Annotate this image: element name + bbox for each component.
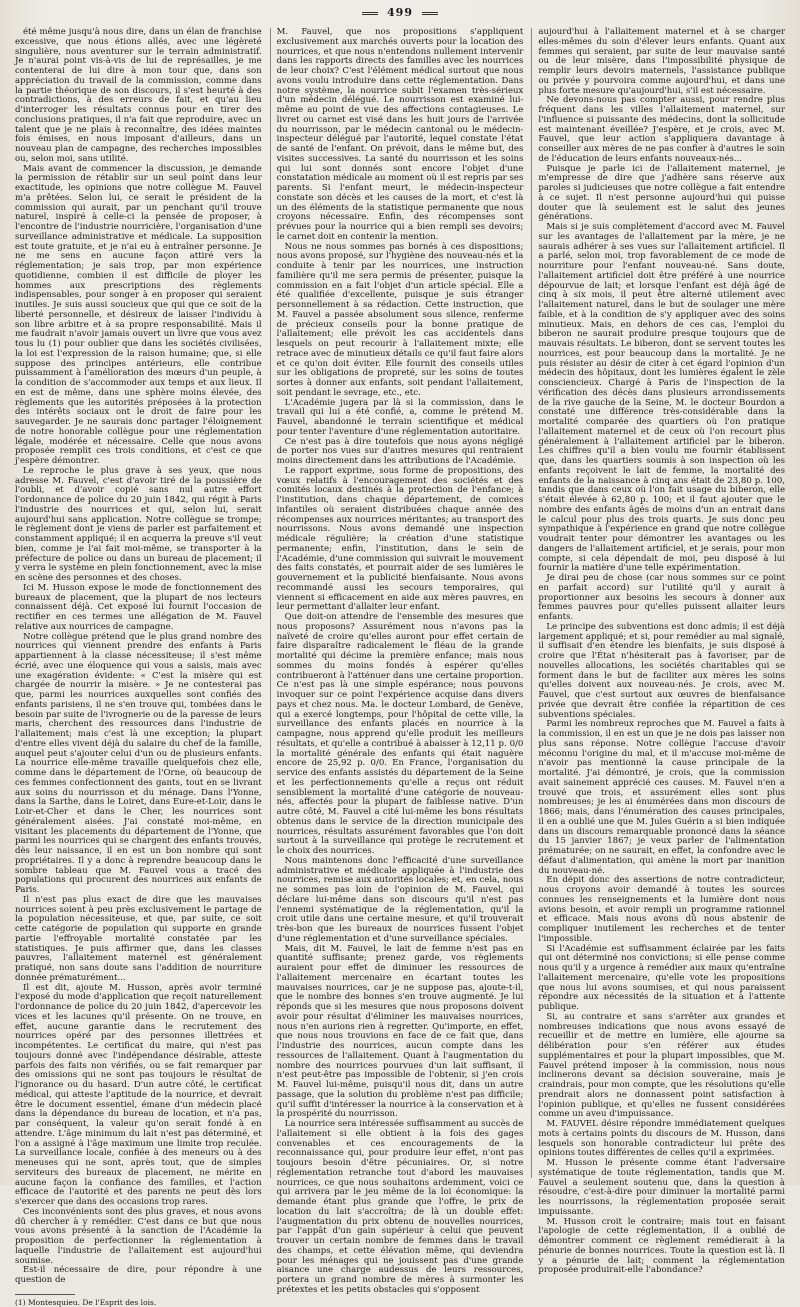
header-rule-left bbox=[362, 12, 378, 15]
paragraph: M. FAUVEL désire répondre immédiatement quelques mots à certains points du discours de M. Husson, dans lesquels son honorable contradicteur lui prête des opinions toutes différentes de celles qu'il a exprimées. bbox=[538, 1119, 786, 1159]
header-rule-right bbox=[422, 12, 438, 15]
paragraph: aujourd'hui à l'allaitement maternel et à se charger elles-mêmes du soin d'élever leurs enfants. Quant aux femmes qui seraient, par suite de leur mauvaise santé ou de leur misère, dans l'impossibilité physique de remplir leurs devoirs maternels, l'assistance publique ou privée y pourvoira comme aujourd'hui, et dans une plus forte mesure qu'aujourd'hui, s'il est nécessaire. bbox=[538, 27, 786, 96]
page-number: 499 bbox=[387, 6, 413, 19]
paragraph: Si l'Académie est suffisamment éclairée par les faits qui ont déterminé nos convictions; si elle pense comme nous qu'il y a urgence à remédier aux maux qu'entraîne l'allaitement mercenaire, qu'elle vote les propositions que nous lui avons soumises, et qui nous paraissent répondre aux nécessités de la situation et à l'attente publique. bbox=[538, 943, 786, 1012]
paragraph: Il est dit, ajoute M. Husson, après avoir terminé l'exposé du mode d'application que reçoit naturellement l'ordonnance de police du 20 juin 1842, d'apercevoir les vices et les lacunes qu'il présente. On ne trouve, en effet, aucune garantie dans le recrutement des nourrices opéré par des personnes illettrées et incompétentes. Le certificat du maire, qui n'est pas toujours donné avec l'indépendance désirable, atteste parfois des faits non vérifiés, ou se fait remarquer par des omissions qui ne sont pas toujours le résultat de l'ignorance ou du hasard. D'un autre côté, le certificat médical, qui atteste l'aptitude de la nourrice, et devrait être le document essentiel, émane d'un médecin placé dans la dépendance du bureau de location, et n'a pas, par conséquent, la valeur qu'on serait fondé à en attendre. L'âge minimum du lait n'est pas déterminé, et l'on a assigné à l'âge maximum une limite trop reculée. La surveillance locale, confiée à des meneurs ou à des meneuses qui ne sont, après tout, que de simples serviteurs des bureaux de placement, ne mérite en aucune façon la confiance des familles, et l'action efficace de l'autorité et des parents ne peut dès lors s'exercer que dans des occasions trop rares. bbox=[15, 982, 262, 1207]
paragraph: Je dirai peu de chose (car nous sommes sur ce point en parfait accord) sur l'utilité qu'il y aurait à proportionner aux besoins les secours à donner aux femmes pauvres pour qu'elles puissent allaiter leurs enfants. bbox=[538, 573, 786, 622]
column-middle bbox=[270, 27, 524, 1295]
paragraph: Nous ne nous sommes pas bornés à ces dispositions; nous avons proposé, sur l'hygiène des nouveau-nés et la conduite à tenir par les nourrices, une instruction familière qu'il me sera permis de présenter, puisque la commission en a fait l'objet d'un article spécial. Elle a été qualifiée d'excellente, puisque je suis étranger personnellement à sa rédaction. Cette instruction, que M. Fauvel a passée absolument sous silence, renferme de précieux conseils pour la bonne pratique de l'allaitement; elle prévoit les cas accidentels dans lesquels on peut recourir à l'allaitement mixte; elle retrace avec de minutieux détails ce qu'il faut faire alors et ce qu'on doit éviter. Elle fournit des conseils utiles sur les obligations de propreté, sur les soins de toutes sortes à donner aux enfants, soit pendant l'allaitement, soit pendant le sevrage, etc., etc. bbox=[276, 241, 524, 398]
paragraph: Que doit-on attendre de l'ensemble des mesures que nous proposons? Assurément nous n'avons pas la naïveté de croire qu'elles auront pour effet certain de faire disparaître radicalement le fléau de la grande mortalité qui décime la première enfance; mais nous sommes du moins fondés à espérer qu'elles contribueront à l'atténuer dans une certaine proportion. Ce n'est pas là une simple espérance; nous pouvons invoquer sur ce point l'expérience acquise dans divers pays et chez nous. Ma. le docteur Lombard, de Genève, qui a exercé longtemps, pour l'hôpital de cette ville, la surveillance des enfants placés en nourrice à la campagne, nous apprend qu'elle produit les meilleurs résultats, et qu'elle a contribué à abaisser à 12,11 p. 0/0 la mortalité générale des enfants qui était naguère encore de 25,92 p. 0/0. En France, l'organisation du service des enfants assistés du département de la Seine et les perfectionnements qu'elle a reçus ont réduit sensiblement la mortalité d'une catégorie de nouveau-nés, affectés pour la plupart de faiblesse native. D'un autre côté, M. Fauvel a cité lui-même les bons résultats obtenus dans le service de la direction municipale des nourrices, résultats assurément favorables que l'on doit surtout à la surveillance qui protège le recrutement et le choix des nourrices. bbox=[276, 612, 524, 856]
paragraph: Mais avant de commencer la discussion, je demande la permission de rétablir sur un seul point dans leur exactitude, les opinions que notre collègue M. Fauvel m'a prêtées. Selon lui, ce serait le président de la commission qui aurait, par un penchant qu'il trouve naturel, inspiré à celle-ci la pensée de proposer, à l'encontre de l'industrie nourricière, l'organisation d'une surveillance administrative et médicale. La supposition est toute gratuite, et je n'ai eu à entraîner personne. Je ne me sens en aucune façon attiré vers la réglementation; je sais trop, par mon expérience quotidienne, combien il est difficile de ployer les hommes aux prescriptions des règlements indispensables, pour songer à en proposer qui seraient inutiles. Je suis aussi soucieux que qui que ce soit de la liberté personnelle, et désireux de laisser l'individu à son libre arbitre et à sa propre responsabilité. Mais il me faudrait n'avoir jamais ouvert un livre que vous avez tous lu (1) pour oublier que dans les sociétés civilisées, la loi est l'expression de la raison humaine; que, si elle suppose des principes antérieurs, elle contribue puissamment à l'amélioration des mœurs d'un peuple, à la condition de s'accommoder aux temps et aux lieux. Il en est de même, dans une sphère moins élevée, des règlements que les autorités préposées à la protection des intérêts sociaux ont le droit de faire pour les sauvegarder. Je ne saurais donc partager l'éloignement de notre honorable collègue pour une réglementation légale, modérée et nécessaire. Celle que nous avons proposée remplit ces trois conditions, et c'est ce que j'espère démontrer. bbox=[15, 163, 262, 466]
paragraph: M. Husson le présente comme étant l'adversaire systématique de toute réglementation, tandis que M. Fauvel a seulement soutenu que, dans la question à résoudre, c'est-à-dire pour diminuer la mortalité parmi les nourrissons, la réglementation proposée serait impuissante. bbox=[538, 1158, 786, 1217]
paragraph: En dépit donc des assertions de notre contradicteur, nous croyons avoir demandé à toutes les sources connues les renseignements et la lumière dont nous avions besoin, et avoir rempli un programme rationnel et efficace. Mais nous avons dû nous abstenir de compliquer inutilement les recherches et de tenter l'impossible. bbox=[538, 875, 786, 944]
paragraph: été même jusqu'à nous dire, dans un élan de franchise excessive, que nous étions allés, avec une légèreté singulière, nous aventurer sur le terrain administratif. Je n'aurai point vis-à-vis de lui de représailles, je me contenterai de lui dire à mon tour que, dans son appréciation du travail de la commission, comme dans la partie théorique de son discours, il s'est heurté à des contradictions, à des erreurs de fait, et qu'au lieu d'interroger les résultats connus pour en tirer des conclusions pratiques, il n'a fait que reproduire, avec un talent que je ne plais à reconnaître, des idées maintes fois émises, en nous imposant d'ailleurs, dans un nouveau plan de campagne, des recherches impossibles ou, selon moi, sans utilité. bbox=[15, 27, 262, 164]
paragraph: Si, au contraire et sans s'arrêter aux grandes et nombreuses indications que nous avons essayé de recueillir et de mettre en lumière, elle ajourne sa délibération pour s'en référer aux études supplémentaires et pour la plupart impossibles, que M. Fauvel prétend imposer à la commission, nous nous inclinerons devant sa décision souveraine, mais je craindrais, pour mon compte, que les résolutions qu'elle prendrait alors ne donnassent point satisfaction à l'opinion publique, et qu'elles ne fussent considérées comme un aveu d'impuissance. bbox=[538, 1011, 786, 1120]
paragraph: Le reproche le plus grave à ses yeux, que nous adresse M. Fauvel, c'est d'avoir tiré de la poussière de l'oubli, et d'avoir copié sans nul autre effort l'ordonnance de police du 20 juin 1842, qui régit à Paris l'industrie des nourrices et qui, selon lui, serait aujourd'hui sans application. Notre collègue se trompe; le règlement dont je viens de parler est parfaitement et constamment appliqué; il en acquerra la preuve s'il veut bien, comme je l'ai fait moi-même, se transporter à la préfecture de police ou dans un bureau de placement; il y verra le système en plein fonctionnement, avec la mise en scène des personnes et des choses. bbox=[15, 465, 262, 583]
paragraph: Le principe des subventions est donc admis; il est déjà largement appliqué; et si, pour remédier au mal signalé, il suffisait d'en étendre les bienfaits, je suis disposé à croire que l'État n'hésiterait pas à favoriser, par de nouvelles allocations, les sociétés charitables qui se forment dans le but de faciliter aux mères les soins qu'elles doivent aux nouveau-nés. Je crois, avec M. Fauvel, que c'est surtout aux œuvres de bienfaisance privée que devrait être confiée la répartition de ces subventions spéciales. bbox=[538, 621, 786, 720]
footnote: (1) Montesquieu. De l'Esprit des lois. bbox=[15, 1297, 157, 1307]
paragraph: Est-il nécessaire de dire, pour répondre à une question de bbox=[15, 1265, 262, 1285]
paragraph: Ici M. Husson expose le mode de fonctionnement des bureaux de placement, que la plupart de nos lecteurs connaissent déjà. Cet exposé lui fournit l'occasion de rectifier en ces termes une allégation de M. Fauvel relative aux nourrices de campagne. bbox=[15, 582, 262, 632]
paragraph: Nous maintenons donc l'efficacité d'une surveillance administrative et médicale appliquée à l'industrie des nourrices, remise aux autorités locales; et, en cela, nous ne sommes pas loin de l'opinion de M. Fauvel, qui déclare lui-même dans son discours qu'il n'est pas l'ennemi systématique de la réglementation, qu'il la croit utile dans une certaine mesure, et qu'il trouverait très-bon que les bureaux de nourrices fussent l'objet d'une réglementation et d'une surveillance spéciales. bbox=[276, 855, 524, 944]
paragraph: L'Académie jugera par là si la commission, dans le travail qui lui a été confié, a, comme le prétend M. Fauvel, abandonné le terrain scientifique et médical pour tenter l'aventure d'une réglementation autoritaire. bbox=[276, 397, 524, 437]
paragraph: Notre collègue prétend que le plus grand nombre des nourrices qui viennent prendre des enfants à Paris appartiennent à la classe nécessiteuse; il s'est même écrié, avec une éloquence qui vous a saisis, mais avec une exagération évidente: « C'est la misère qui est chargée de nourrir la misère. » Je ne contesterai pas que, parmi les nourrices auxquelles sont confiés des enfants parisiens, il ne s'en trouve qui, tombées dans le besoin par suite de l'ivrognerie ou de la paresse de leurs maris, cherchent des ressources dans l'industrie de l'allaitement; mais c'est là une exception; la plupart d'entre elles vivent déjà du salaire du chef de la famille, auquel peut s'ajouter celui d'un ou de plusieurs enfants. La nourrice elle-même travaille quelquefois chez elle, comme dans le département de l'Orne, où beaucoup de ces femmes confectionnent des gants, tout en se livrant aux soins du nourrisson et du ménage. Dans l'Yonne, dans la Sarthe, dans le Loiret, dans Eure-et-Loir, dans le Loir-et-Cher et dans le Cher, les nourrices sont généralement aisées. J'ai constaté moi-même, en visitant les placements du département de l'Yonne, que parmi les nourrices qui se chargent des enfants trouvés, dès leur naissance, il en est un bon nombre qui sont propriétaires. Il y a donc à reprendre beaucoup dans le sombre tableau que M. Fauvel vous a tracé des populations qui procurent des nourrices aux enfants de Paris. bbox=[15, 631, 262, 895]
column-right bbox=[531, 27, 786, 1276]
text-columns bbox=[15, 27, 786, 1307]
paragraph: Il n'est pas plus exact de dire que les mauvaises nourrices soient à peu près exclusivement le partage de la population nécessiteuse, et que, par suite, ce soit cette catégorie de population qui supporte en grande partie l'effroyable mortalité constatée par les statistiques. Je puis affirmer que, dans les classes pauvres, l'allaitement maternel est généralement pratiqué, non sans doute sans l'addition de nourriture donnée prématurément... bbox=[15, 894, 262, 983]
paragraph: La nourrice sera intéressée suffisamment au succès de l'allaitement si elle obtient à la fois des gages convenables et ces encouragements de la reconnaissance qui, pour produire leur effet, n'ont pas toujours besoin d'être pécuniaires. Or, si notre réglementation retranche tout d'abord les mauvaises nourrices, ce que nous souhaitons ardemment, voici ce qui arrivera par le jeu même de la loi économique: la demande étant plus grande que l'offre, le prix de location du lait s'accroîtra; de là un double effet: l'augmentation du prix obtenu de nouvelles nourrices, par l'appât d'un gain supérieur à celui que peuvent trouver un certain nombre de femmes dans le travail des champs, et cette élévation même, qui deviendra pour les ménages qui ne jouissent pas d'une grande aisance une charge audessus de leurs ressources, portera un grand nombre de mères à surmonter les prétextes et les petits obstacles qui s'opposent bbox=[276, 1119, 524, 1295]
paragraph: Ce n'est pas à dire toutefois que nous ayons négligé de porter nos vues sur d'autres mesures qui rentraient moins directement dans les attributions de l'Académie. bbox=[276, 436, 524, 466]
page-header bbox=[0, 6, 800, 19]
paragraph: Mais si je suis complètement d'accord avec M. Fauvel sur les avantages de l'allaitement par la mère, je ne saurais adhérer à ses vues sur l'allaitement artificiel. Il a parlé, selon moi, trop favorablement de ce mode de nourriture pour l'enfant nouveau-né. Sans doute, l'allaitement artificiel doit être préféré à une nourrice dépourvue de lait; et lorsque l'enfant est déjà âgé de cinq à six mois, il peut être alterné utilement avec l'allaitement naturel, dans le but de soulager une mère faible, et à la condition de s'y appliquer avec des soins minutieux. Mais, en dehors de ces cas, l'emploi du biberon ne saurait produire presque toujours que de mauvais résultats. Le biberon, dont se servent toutes les nourrices, est pour beaucoup dans la mortalité. Je ne puis résister au désir de citer à cet égard l'opinion d'un médecin des hôpitaux, dont les lumières égalent le zèle consciencieux. Chargé à Paris de l'inspection de la vérification des décès dans plusieurs arrondissements de la rive gauche de la Seine, M. le docteur Bourdon a constaté une différence très-considérable dans la mortalité comparée des quartiers où l'on pratique l'allaitement maternel et de ceux où l'on recourt plus généralement à l'allaitement artificiel par le biberon. Les chiffres qu'il a bien voulu me fournir établissent que, dans les quartiers soumis à son inspection où les enfants reçoivent le lait de femme, la mortalité des enfants de la naissance à cinq ans était de 23,80 p. 100, tandis que dans ceux où l'on fait usage du biberon, elle s'était élevée à 62,80 p. 100; et il faut ajouter que le nombre des enfants âgés de moins d'un an entrait dans le calcul pour plus des trois quarts. Je suis donc peu sympathique à l'expérience en grand que notre collègue voudrait tenter pour démontrer les avantages ou les dangers de l'allaitement artificiel, et je serais, pour mon compte, si cela dépendait de moi, peu disposé à lui fournir la matière d'une telle expérimentation. bbox=[538, 222, 786, 574]
paragraph: Mais, dit M. Fauvel, le lait de femme n'est pas en quantité suffisante; prenez garde, vos règlements auraient pour effet de diminuer les ressources de l'allaitement mercenaire en écartant toutes les mauvaises nourrices, car je ne suppose pas, ajoute-t-il, que le nombre des bonnes s'en trouve augmenté. Je lui réponds que si les mesures que nous proposons doivent avoir pour résultat d'éliminer les mauvaises nourrices, nous n'en aurions rien à regretter. Qu'importe, en effet, que nous nous trouvions en face de ce fait que, dans l'industrie des nourrices, aucun compte dans les ressources de l'allaitement. Quant à l'augmentation du nombre des nourrices pourvues d'un lait suffisant, il n'est peut-être pas impossible de l'obtenir, si j'en crois M. Fauvel lui-même, puisqu'il nous dit, dans un autre passage, que la solution du problème n'est pas difficile; qu'il suffit d'intéresser la nourrice à la conservation et à la prospérité du nourrisson. bbox=[276, 943, 524, 1120]
paragraph: Le rapport exprime, sous forme de propositions, des vœux relatifs à l'encouragement des sociétés et des comités locaux destinés à la protection de l'enfance; à l'institution, dans chaque département, de comices infantiles où seraient distribuées chaque année des récompenses aux nourrices méritantes; au transport des nourrissons. Nous avons demandé une inspection médicale régulière; la création d'une statistique permanente; enfin, l'institution, dans le sein de l'Académie, d'une commission qui suivrait le mouvement des faits constatés, et pourrait aider de ses lumières le gouvernement et la publicité bienfaisante. Nous avons recommandé aussi les secours temporaires, qui viennent si efficacement en aide aux mères pauvres, en leur permettant d'allaiter leur enfant. bbox=[276, 465, 524, 613]
column-left bbox=[15, 27, 262, 1307]
paragraph: Parmi les nombreux reproches que M. Fauvel a faits à la commission, il en est un que je ne dois pas laisser non plus sans réponse. Notre collègue l'accuse d'avoir méconnu l'origine du mal, et il m'accuse moi-même de n'avoir pas mentionné la cause principale de la mortalité. J'ai démontré, je crois, que la commission avait sainement apprécié ces causes. M. Fauvel n'en a trouvé que trois, et assurément elles sont plus nombreuses; je les ai énumérées dans mon discours de 1866; mais, dans l'énumération des causes principales, il en a oublié une que M. Jules Guérin a si bien indiquée dans un discours remarquable prononcé dans la séance du 15 janvier 1867; je veux parler de l'alimentation prématurée; on ne saurait, en effet, la confondre avec le défaut d'alimentation, qui amène la mort par inanition du nouveau-né. bbox=[538, 719, 786, 876]
column-right-paragraphs bbox=[538, 28, 785, 1276]
paragraph: M. Husson croit le contraire; mais tout en faisant l'apologie de cette réglementation, il a oublié de démontrer comment ce règlement remédierait à la pénurie de bonnes nourrices. Toute la question est là. Il y a pénurie de lait; comment la réglementation proposée produirait-elle l'abondance? bbox=[538, 1216, 786, 1276]
paragraph: Ne devons-nous pas compter aussi, pour rendre plus fréquent dans les villes l'allaitement maternel, sur l'influence si puissante des médecins, dont la sollicitude est maintenant éveillée? J'espère, et je crois, avec M. Fauvel, que leur action s'appliquera davantage à conseiller aux mères de ne pas confier à d'autres le soin de l'éducation de leurs enfants nouveaux-nés... bbox=[538, 95, 786, 164]
column-middle-paragraphs bbox=[277, 28, 524, 1296]
paragraph: Ces inconvénients sont des plus graves, et nous avons dû chercher à y remédier. C'est dans ce but que nous vous avons présenté à la sanction de l'Académie la proposition de perfectionner la réglementation à laquelle l'industrie de l'allaitement est aujourd'hui soumise. bbox=[15, 1206, 262, 1266]
column-left-paragraphs bbox=[15, 28, 262, 1286]
paragraph: Puisque je parle ici de l'allaitement maternel, je m'empresse de dire que j'adhère sans réserve aux paroles si judicieuses que notre collègue a fait entendre à ce sujet. Il n'est personne aujourd'hui qui puisse douter que là seulement est le salut des jeunes générations. bbox=[538, 163, 786, 223]
footnote-divider bbox=[15, 1294, 75, 1295]
paragraph: M. Fauvel, que nos propositions s'appliquent exclusivement aux marchés ouverts pour la location des nourrices, et que nous n'entendons nullement intervenir dans les rapports directs des familles avec les nourrices de leur choix? C'est l'élément médical surtout que nous avons voulu introduire dans cette réglementation. Dans notre système, la nourrice subit l'examen très-sérieux d'un médecin délégué. Le nourrisson est examiné lui-même au point de vue des affections contagieuses. Le livret ou carnet est visé dans les huit jours de l'arrivée du nourrisson, par le médecin cantonal ou le médecin-inspecteur délégué par l'autorité, lequel constate l'état de santé de l'enfant. On prévoit, dans le même but, des visites successives. La santé du nourrisson et les soins qui lui sont donnés sont encore l'objet d'une constatation médicale au moment où il est repris par ses parents. Si l'enfant meurt, le médecin-inspecteur constate son décès et les causes de la mort, et c'est là un des éléments de la statistique permanente que nous croyons nécessaire. Enfin, des récompenses sont prévues pour la nourrice qui a bien rempli ses devoirs; le carnet doit en contenir la mention. bbox=[276, 27, 524, 242]
